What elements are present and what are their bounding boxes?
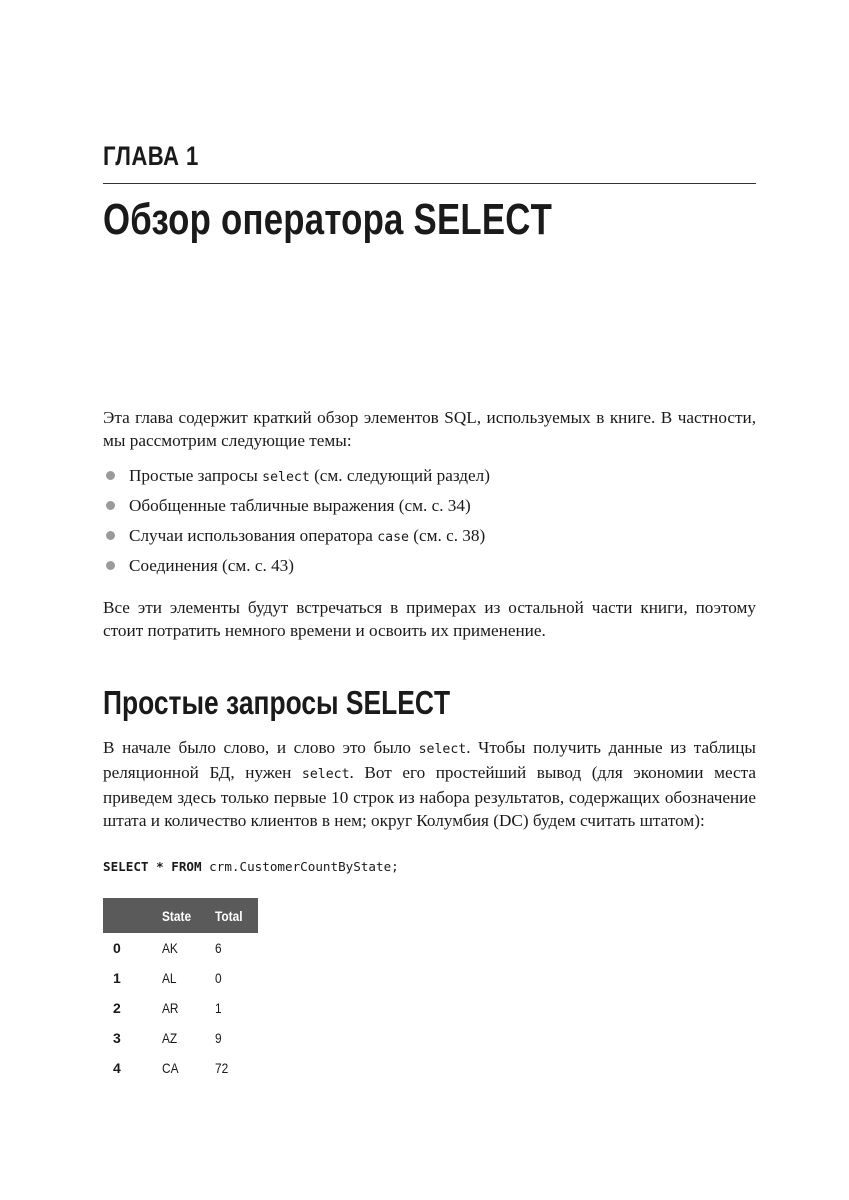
row-index: 0 — [113, 940, 121, 956]
cell-text: 0 — [215, 970, 222, 986]
list-item — [103, 494, 756, 524]
cell-total — [215, 933, 258, 963]
bullet-icon — [106, 561, 115, 570]
topic-list — [103, 464, 756, 584]
intro-paragraph: Эта глава содержит краткий обзор элементов SQL, используемых в книге. В частности, мы рассмотрим следующие темы: — [103, 408, 756, 450]
cell-text: AZ — [162, 1030, 178, 1046]
column-header-index — [103, 898, 162, 933]
sql-text: crm.CustomerCountByState; — [201, 859, 399, 874]
cell-total — [215, 993, 258, 1023]
table-row — [103, 993, 258, 1023]
row-index: 3 — [113, 1030, 121, 1046]
paragraph-text: . Чтобы получить данные из таблицы реляционной БД, нужен — [103, 738, 756, 782]
table-row — [103, 933, 258, 963]
sql-star: * — [148, 859, 172, 874]
list-item — [103, 524, 756, 554]
cell-text: 72 — [215, 1060, 229, 1076]
cell-text: AL — [162, 970, 177, 986]
paragraph-text: . Вот его простейший вывод (для экономии места приведем здесь только первые 10 строк из набора результатов, содержащих обозначение штата и количество клиентов в нем; округ Колумбия (DC) будем считать штатом): — [103, 763, 756, 830]
table-row — [103, 963, 258, 993]
chapter-rule — [103, 183, 756, 184]
cell-state — [162, 1023, 215, 1053]
bullet-icon — [106, 501, 115, 510]
chapter-label: ГЛАВА 1 — [103, 141, 199, 171]
section-paragraph — [103, 736, 756, 832]
cell-text: 6 — [215, 940, 222, 956]
table-header-row — [103, 898, 258, 933]
paragraph-text: В начале было слово, и слово это было — [103, 738, 419, 757]
row-index: 2 — [113, 1000, 121, 1016]
sql-query — [103, 859, 399, 874]
outro-paragraph: Все эти элементы будут встречаться в примерах из остальной части книги, поэтому стоит потратить немного времени и освоить их применение. — [103, 598, 756, 640]
inline-code: case — [377, 530, 409, 545]
cell-total — [215, 963, 258, 993]
row-index: 1 — [113, 970, 121, 986]
row-index: 4 — [113, 1060, 121, 1076]
cell-total — [215, 1023, 258, 1053]
sql-keyword: FROM — [171, 859, 202, 874]
book-page — [103, 0, 756, 1200]
table-row — [103, 1053, 258, 1083]
cell-state — [162, 963, 215, 993]
cell-text: 9 — [215, 1030, 222, 1046]
list-item-text: Случаи использования оператора — [129, 526, 378, 545]
section-title: Простые запросы SELECT — [103, 684, 451, 721]
list-item-text: (см. с. 38) — [408, 526, 486, 545]
list-item-text: Обобщенные табличные выражения (см. с. 34) — [129, 496, 471, 515]
column-header-total — [215, 898, 258, 933]
list-item-text: Простые запросы — [129, 466, 263, 485]
inline-code: select — [301, 767, 350, 782]
column-header-state — [162, 898, 215, 933]
inline-code: select — [262, 470, 310, 485]
bullet-icon — [106, 471, 115, 480]
cell-text: AK — [162, 940, 178, 956]
cell-state — [162, 1053, 215, 1083]
cell-state — [162, 933, 215, 963]
result-table — [103, 898, 258, 1083]
list-item-text: Соединения (см. с. 43) — [129, 556, 294, 575]
list-item-text: (см. следующий раздел) — [309, 466, 490, 485]
chapter-title: Обзор оператора SELECT — [103, 195, 553, 244]
table-row — [103, 1023, 258, 1053]
bullet-icon — [106, 531, 115, 540]
cell-text: AR — [162, 1000, 179, 1016]
sql-keyword: SELECT — [103, 859, 149, 874]
cell-text: CA — [162, 1060, 179, 1076]
list-item — [103, 554, 756, 584]
cell-total — [215, 1053, 258, 1083]
header-label: State — [162, 907, 192, 924]
header-label: Total — [215, 907, 243, 924]
list-item — [103, 464, 756, 494]
inline-code: select — [418, 742, 467, 757]
cell-state — [162, 993, 215, 1023]
cell-text: 1 — [215, 1000, 222, 1016]
